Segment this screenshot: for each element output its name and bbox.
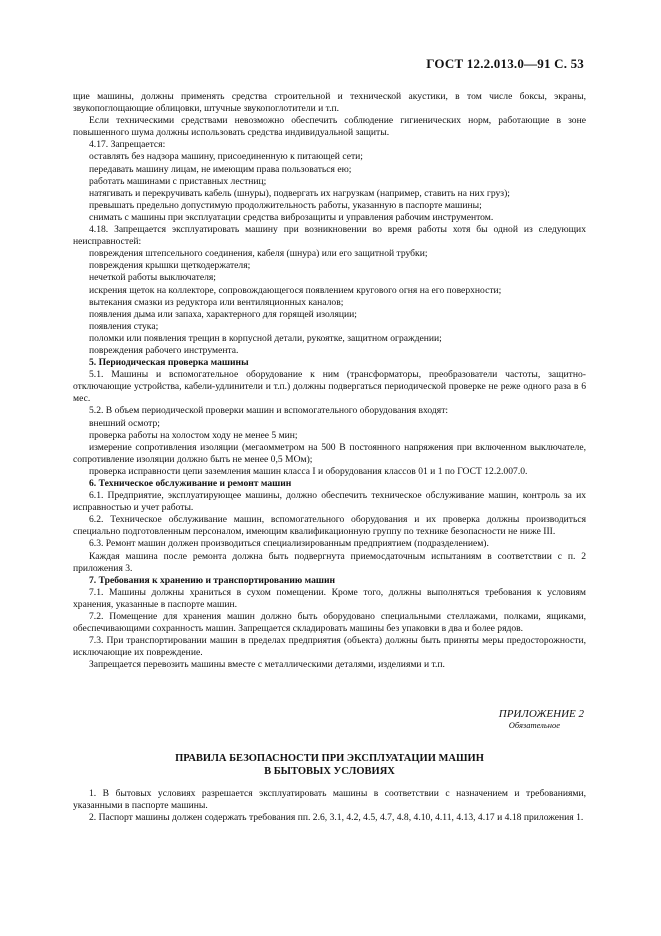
body-paragraph: работать машинами с приставных лестниц; [89,175,267,187]
body-paragraph: снимать с машины при эксплуатации средства виброзащиты и управления рабочим инструментом. [89,211,494,223]
body-paragraph: повреждения крышки щеткодержателя; [89,260,251,272]
section-heading: 6. Техническое обслуживание и ремонт машин [89,478,292,489]
appendix-title: ПРИЛОЖЕНИЕ 2 [498,708,584,720]
body-paragraph: внешний осмотр; [89,417,160,429]
body-paragraph: 4.18. Запрещается эксплуатировать машину при возникновении во время работы хотя бы одной из следующих неисправностей: [73,224,586,248]
appendix-heading [73,752,586,778]
body-paragraph: щие машины, должны применять средства строительной и технической акустики, в том числе боксы, экраны, звукопоглощающие облицовки, штучные звукопоглотители и т.п. [73,91,586,115]
body-paragraph: 5.2. В объем периодической проверки машин и вспомогательного оборудования входят: [89,405,449,417]
body-paragraph: 4.17. Запрещается: [89,139,166,151]
appendix-paragraph: 2. Паспорт машины должен содержать требования пп. 2.6, 3.1, 4.2, 4.5, 4.7, 4.8, 4.10, 4.11, 4.13, 4.17 и 4.18 приложения 1. [89,812,584,824]
appendix-heading-line-1: ПРАВИЛА БЕЗОПАСНОСТИ ПРИ ЭКСПЛУАТАЦИИ МАШИН [175,753,484,764]
body-paragraph: появления дыма или запаха, характерного для горящей изоляции; [89,308,357,320]
body-paragraph: искрения щеток на коллекторе, сопровождающегося появлением кругового огня на его поверхности; [89,284,502,296]
section-heading: 5. Периодическая проверка машины [89,357,249,369]
page-header: ГОСТ 12.2.013.0—91 С. 53 [426,56,584,71]
body-paragraph: Если техническими средствами невозможно обеспечить соблюдение гигиенических норм, работающие в зоне повышенного шума должны использовать средства индивидуальной защиты. [73,115,586,139]
body-paragraph: нечеткой работы выключателя; [89,272,216,284]
body-paragraph: проверка исправности цепи заземления машин класса I и оборудования классов 01 и 1 по ГОСТ 12.2.007.0. [89,465,528,477]
appendix-body [73,788,586,824]
appendix-heading-line-2: В БЫТОВЫХ УСЛОВИЯХ [264,766,395,777]
body-paragraph: оставлять без надзора машину, присоединенную к питающей сети; [89,151,363,163]
appendix-paragraph: 1. В бытовых условиях разрешается эксплуатировать машины в соответствии с назначением и требованиями, указанными в паспорте машины. [73,788,586,812]
body-paragraph: натягивать и перекручивать кабель (шнуры), подвергать их нагрузкам (например, ставить на них груз); [89,187,510,199]
body-paragraph: 7.2. Помещение для хранения машин должно быть оборудовано специальными стеллажами, полками, ящиками, обеспечивающими сохранность машин. Запрещается складировать машины без упаковки в два и более рядов. [73,611,586,635]
body-paragraph: 5.1. Машины и вспомогательное оборудование к ним (трансформаторы, преобразователи частоты, защитно-отключающие устройства, кабели-удлинители и т.п.) должны подвергаться периодической проверке не реже одного раза в 6 мес. [73,369,586,405]
body-paragraph: 6.1. Предприятие, эксплуатирующее машины, должно обеспечить техническое обслуживание машин, контроль за их исправностью и учет работы. [73,490,586,514]
body-paragraph: превышать предельно допустимую продолжительность работы, указанную в паспорте машины; [89,199,482,211]
body-paragraph: появления стука; [89,320,159,332]
body-paragraph: повреждения рабочего инструмента. [89,344,239,356]
body-paragraph: Каждая машина после ремонта должна быть подвергнута приемосдаточным испытаниям в соответствии с п. 2 приложения 3. [73,550,586,574]
body-paragraph: измерение сопротивления изоляции (мегаомметром на 500 В постоянного напряжения при включенном выключателе, сопротивление изоляции должно быть не менее 0,5 МОм); [73,441,586,465]
body-paragraph: 6.2. Техническое обслуживание машин, вспомогательного оборудования и их проверка должны производиться специально подготовленным персоналом, имеющим квалификационную группу по технике безопасности не ниже III. [73,514,586,538]
body-paragraph: поломки или появления трещин в корпусной детали, рукоятке, защитном ограждении; [89,332,442,344]
body-paragraph: повреждения штепсельного соединения, кабеля (шнура) или его защитной трубки; [89,248,428,260]
body-paragraph: передавать машину лицам, не имеющим права пользоваться ею; [89,163,352,175]
body-paragraph: 6.3. Ремонт машин должен производиться специализированным предприятием (подразделением). [89,538,489,550]
document-body [73,91,586,672]
body-paragraph: проверка работы на холостом ходу не менее 5 мин; [89,429,298,441]
body-paragraph: 7.1. Машины должны храниться в сухом помещении. Кроме того, должны выполняться требования к условиям хранения, указанные в паспорте машин. [73,586,586,610]
body-paragraph: Запрещается перевозить машины вместе с металлическими деталями, изделиями и т.п. [89,659,445,671]
body-paragraph: 7.3. При транспортировании машин в пределах предприятия (объекта) должны быть приняты меры предосторожности, исключающие их повреждение. [73,635,586,659]
section-heading: 7. Требования к хранению и транспортированию машин [89,574,336,586]
body-paragraph: вытекания смазки из редуктора или вентиляционных каналов; [89,296,344,308]
appendix-type: Обязательное [508,720,560,730]
